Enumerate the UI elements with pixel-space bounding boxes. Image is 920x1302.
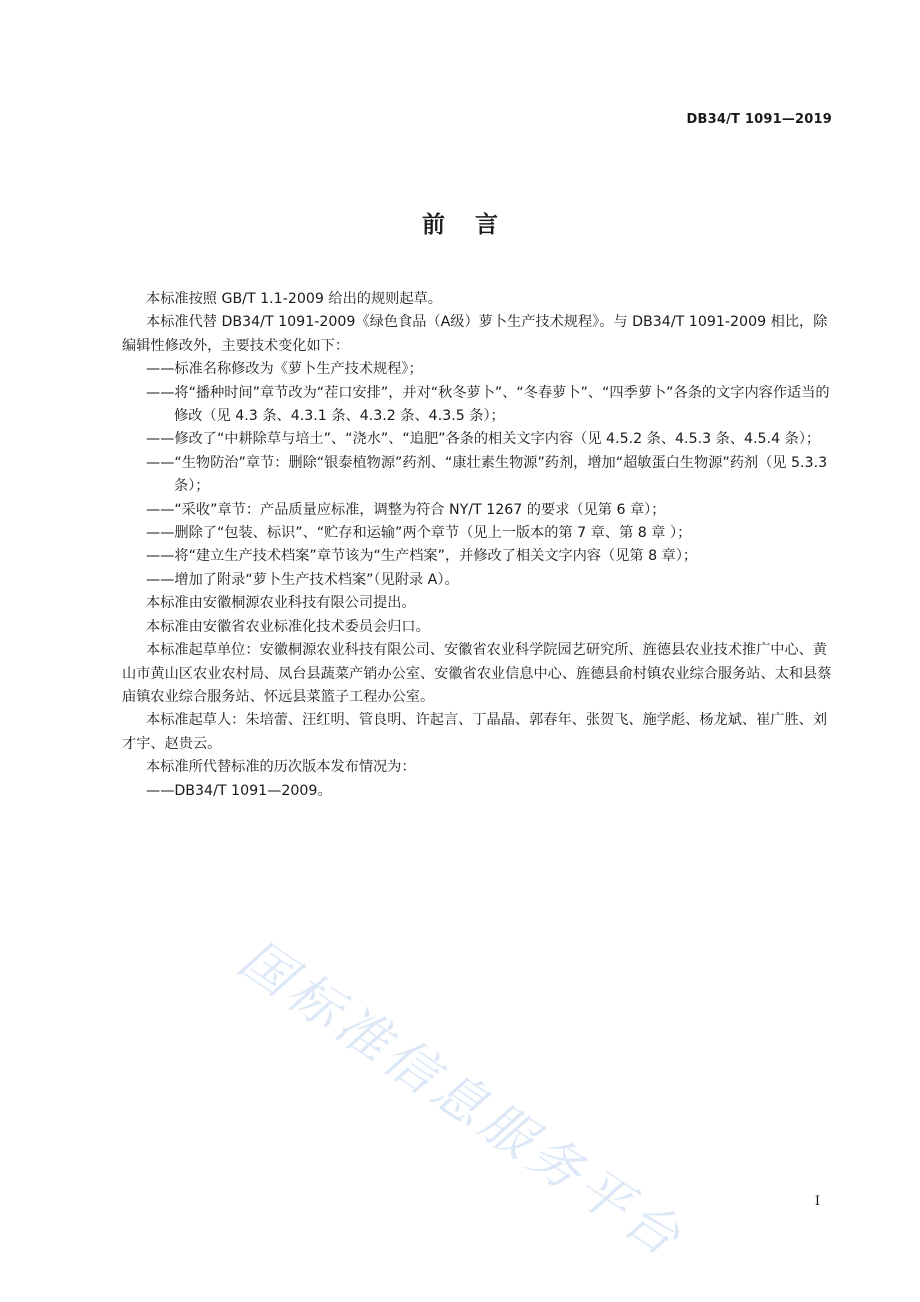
drafting-units-paragraph: 本标准起草单位：安徽桐源农业科技有限公司、安徽省农业科学院园艺研究所、旌德县农业技术推广中心、黄山市黄山区农业农村局、凤台县蔬菜产销办公室、安徽省农业信息中心、旌德县俞村镇农业综合服务站、太和县蔡庙镇农业综合服务站、怀远县菜篮子工程办公室。 [122,642,832,705]
change-item: ——“生物防治”章节：删除“银泰植物源”药剂、“康壮素生物源”药剂，增加“超敏蛋白生物源”药剂（见 5.3.3 条）； [146,454,828,495]
page-title: 前言 [422,212,528,238]
drafters-paragraph: 本标准起草人：朱培蕾、汪红明、管良明、许起言、丁晶晶、郭春年、张贺飞、施学彪、杨龙斌、崔广胜、刘才宇、赵贵云。 [122,712,828,752]
document-body [122,288,834,803]
replacement-paragraph: 本标准代替 DB34/T 1091-2009《绿色食品（A级）萝卜生产技术规程》。与 DB34/T 1091-2009 相比，除编辑性修改外，主要技术变化如下： [122,314,828,354]
history-item: ——DB34/T 1091—2009。 [146,782,332,799]
history-intro-paragraph: 本标准所代替标准的历次版本发布情况为： [146,759,416,776]
administrator-paragraph: 本标准由安徽省农业标准化技术委员会归口。 [146,618,430,635]
change-item: ——将“播种时间”章节改为“茬口安排”，并对“秋冬萝卜”、“冬春萝卜”、“四季萝卜”各条的文字内容作适当的修改（见 4.3 条、4.3.1 条、4.3.2 条、4.3.5 条）； [146,384,830,425]
watermark-text: 国标准信息服务平台 [228,929,695,1271]
page-number: I [814,1194,820,1209]
change-item: ——将“建立生产技术档案”章节该为“生产档案”，并修改了相关文字内容（见第 8 章）； [146,548,698,565]
change-item: ——增加了附录“萝卜生产技术档案”（见附录 A）。 [146,571,459,588]
proposer-paragraph: 本标准由安徽桐源农业科技有限公司提出。 [146,595,416,612]
change-item: ——“采收”章节：产品质量应标准，调整为符合 NY/T 1267 的要求（见第 6 章）； [146,501,666,518]
change-item: ——修改了“中耕除草与培土”、“浇水”、“追肥”各条的相关文字内容（见 4.5.2 条、4.5.3 条、4.5.4 条）； [146,431,821,448]
change-item: ——删除了“包装、标识”、“贮存和运输”两个章节（见上一版本的第 7 章、第 8 章 ）； [146,525,692,542]
document-code: DB34/T 1091—2019 [686,112,832,127]
change-item: ——标准名称修改为《萝卜生产技术规程》； [146,361,423,378]
drafting-rules-paragraph: 本标准按照 GB/T 1.1-2009 给出的规则起草。 [146,291,442,307]
